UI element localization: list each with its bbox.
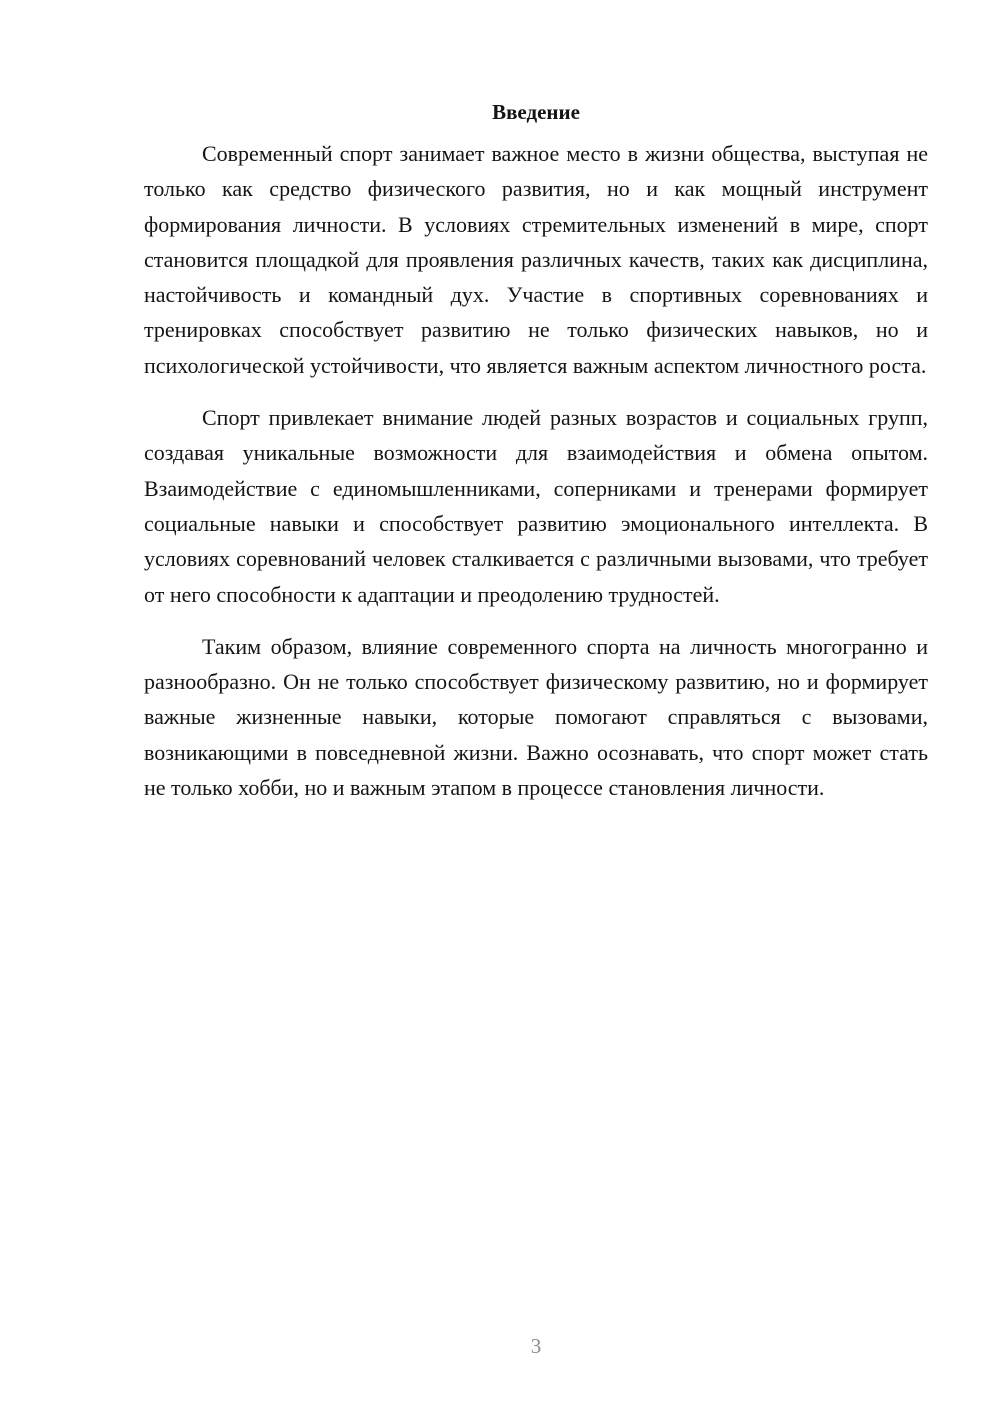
section-title: Введение [492, 100, 580, 124]
paragraph-2: Спорт привлекает внимание людей разных возрастов и социальных групп, создавая уникальные возможности для взаимодействия и обмена опытом. Взаимодействие с единомышленниками, соперниками и тренерами формирует социальные навыки и способствует развитию эмоционального интеллекта. В условиях соревнований человек сталкивается с различными вызовами, что требует от него способности к адаптации и преодолению трудностей. [144, 405, 928, 607]
paragraph-3: Таким образом, влияние современного спорта на личность многогранно и разнообразно. Он не только способствует физическому развитию, но и формирует важные жизненные навыки, которые помогают справляться с вызовами, возникающими в повседневной жизни. Важно осознавать, что спорт может стать не только хобби, но и важным этапом в процессе становления личности. [144, 633, 928, 801]
page-number: 3 [530, 1334, 542, 1358]
paragraph-1: Современный спорт занимает важное место в жизни общества, выступая не только как средство физического развития, но и как мощный инструмент формирования личности. В условиях стремительных изменений в мире, спорт становится площадкой для проявления различных качеств, таких как дисциплина, настойчивость и командный дух. Участие в спортивных соревнованиях и тренировках способствует развитию не только физических навыков, но и психологической устойчивости, что является важным аспектом личностного роста. [144, 141, 928, 378]
page-content [144, 97, 928, 822]
